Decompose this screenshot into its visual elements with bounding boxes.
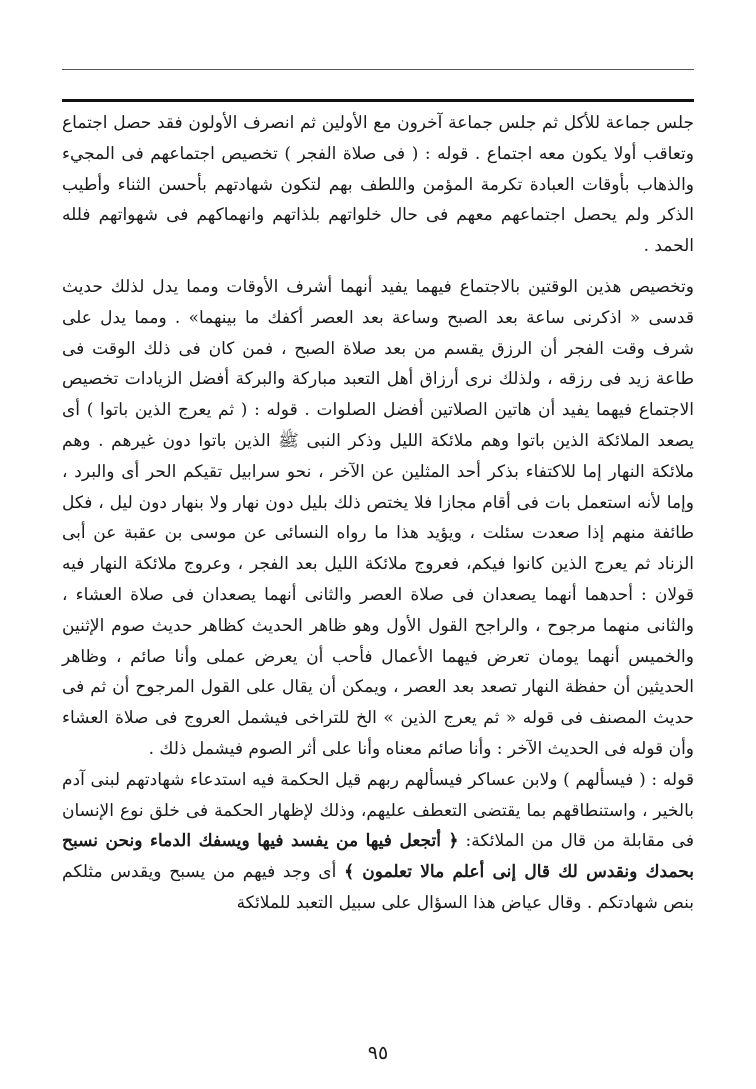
paragraph-gap	[62, 262, 694, 272]
paragraph-3-text-after: أى وجد فيهم من يسبح ويقدس مثلكم بنص شهادتكم . وقال عياض هذا السؤال على سبيل التعبد للملائكة	[62, 862, 694, 913]
page-body	[62, 108, 694, 919]
paragraph-3	[62, 765, 694, 919]
paragraph-3-text-before: قوله : ( فيسألهم ) ولابن عساكر فيسألهم ربهم قيل الحكمة فيه استدعاء شهادتهم لبنى آدم بالخير ، واستنطاقهم بما يقتضى التعطف عليهم، وذلك لإظهار الحكمة فى خلق نوع الإنسان فى مقابلة من قال من الملائكة:	[62, 769, 694, 852]
header-rule	[62, 99, 694, 102]
paragraph-1: جلس جماعة للأكل ثم جلس جماعة آخرون مع الأولين ثم انصرف الأولون فقد حصل اجتماع وتعاقب أولا يكون معه اجتماع . قوله : ( فى صلاة الفجر ) تخصيص اجتماعهم فى المجيء والذهاب بأوقات العبادة تكرمة المؤمن واللطف بهم لتكون شهادتهم بأحسن الثناء وأطيب الذكر ولم يحصل اجتماعهم معهم فى حال خلواتهم بلذاتهم وانهماكهم فى شهواتهم فلله الحمد .	[62, 113, 694, 257]
top-rule	[62, 69, 694, 70]
page-number: ٩٥	[367, 1042, 389, 1064]
paragraph-2: وتخصيص هذين الوقتين بالاجتماع فيهما يفيد أنهما أشرف الأوقات ومما يدل لذلك حديث قدسى « اذكرنى ساعة بعد الصبح وساعة بعد العصر أكفك ما بينهما» . ومما يدل على شرف وقت الفجر أن الرزق يقسم من بعد صلاة الصبح ، فمن كان فى ذلك الوقت فى طاعة زيد فى رزقه ، ولذلك نرى أرزاق أهل التعبد مباركة والبركة أفضل الزيادات تخصيص الاجتماع فيهما يفيد أن هاتين الصلاتين أفضل الصلوات . قوله : ( ثم يعرج الذين باتوا ) أى يصعد الملائكة الذين باتوا وهم ملائكة الليل وذكر النبى ﷺ الذين باتوا دون غيرهم . وهم ملائكة النهار إما للاكتفاء بذكر أحد المثلين عن الآخر ، نحو سرابيل تقيكم الحر أى والبرد ، وإما لأنه استعمل بات فى أقام مجازا فلا يختص ذلك بليل دون نهار ولا بنهار دون ليل ، فكل طائفة منهم إذا صعدت سئلت ، ويؤيد هذا ما رواه النسائى عن موسى بن عقبة عن أبى الزناد ثم يعرج الذين كانوا فيكم، فعروج ملائكة الليل بعد الفجر ، وعروج ملائكة النهار فيه قولان : أحدهما أنهما يصعدان فى صلاة العصر والثانى أنهما يصعدان فى صلاة العشاء ، والثانى منهما مرجوح ، والراجح القول الأول وهو ظاهر الحديث كظاهر حديث صوم الإثنين والخميس أنهما يومان تعرض فيهما الأعمال فأحب أن يعرض عملى وأنا صائم ، وظاهر الحديثين أن حفظة النهار تصعد بعد العصر ، ويمكن أن يقال على القول المرجوح أن ثم فى حديث المصنف فى قوله « ثم يعرج الذين » الخ للتراخى فيشمل العروج فى صلاة العشاء وأن قوله فى الحديث الآخر : وأنا صائم معناه وأنا على أثر الصوم فيشمل ذلك .	[62, 276, 694, 759]
quran-verse: ﴿ أتجعل فيها من يفسد فيها ويسفك الدماء ونحن نسبح بحمدك ونقدس لك قال إنى أعلم مالا تعلمون ﴾	[62, 831, 695, 883]
